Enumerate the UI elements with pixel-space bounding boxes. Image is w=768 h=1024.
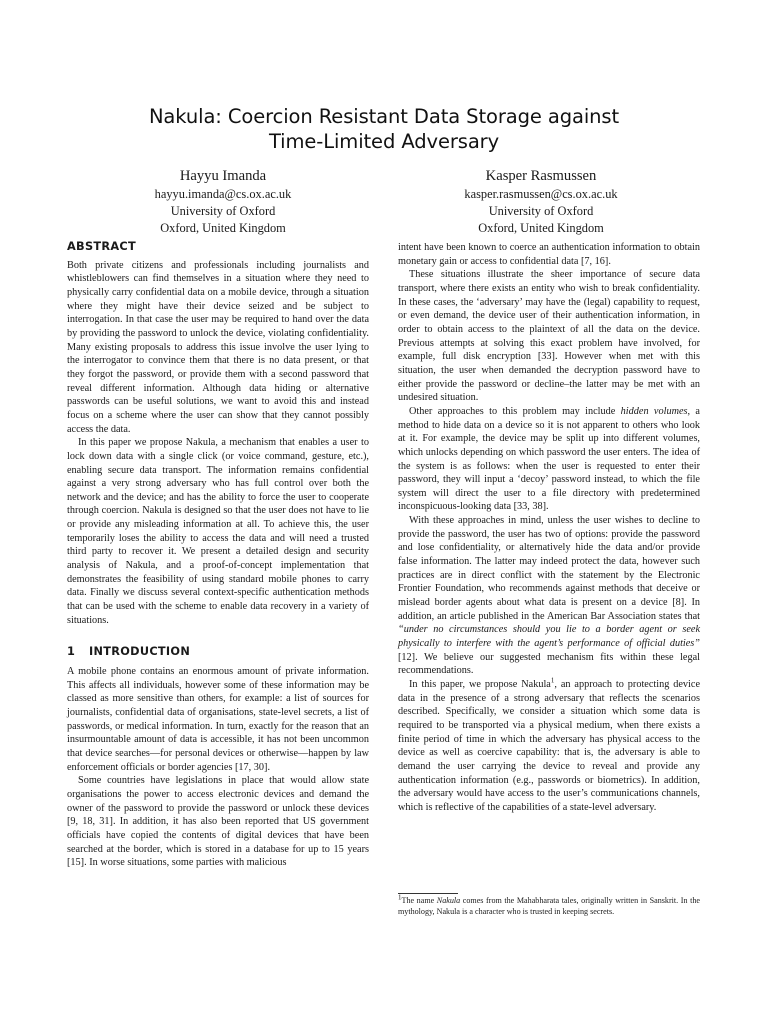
abstract-paragraph-1: Both private citizens and professionals including journalists and whistleblowers can find themselves in a situation where they need to physically carry confidential data on a mobile device, through a situation where they might have their device seized and be subject to interrogation. In that case the user may be required to hand over the data by providing the password to unlock the device, violating confidentiality. Many existing proposals to address this issue involve the user lying to the interrogator to convince them that there is no data present, or that they forgot the password, or provide them with a second password that reveal different information. Although data hiding or alternative passwords can be useful solutions, we want to avoid this and instead focus on a scheme where the user can show that they cannot possibly access the data. — [67, 259, 369, 435]
title-line-2: Time-Limited Adversary — [268, 130, 500, 153]
author-email: hayyu.imanda@cs.ox.ac.uk — [154, 187, 292, 201]
footnote-mark: 1 — [398, 893, 402, 902]
section-number: 1 — [67, 645, 76, 659]
intro-paragraph-2-continued: intent have been known to coerce an authentication information to obtain monetary gain or access to confidential data [7, 16]. — [398, 242, 700, 267]
title-line-1: Nakula: Coercion Resistant Data Storage against — [148, 105, 620, 128]
intro-paragraph-2: Some countries have legislations in place that would allow state organisations the power to access electronic devices and demand the owner of the password to provide the password or unlock these devices [9, 18, 31]. In addition, it has also been reported that US government officials have copied the contents of digital devices that have been searched at the border, which is stored in a database for up to 15 years [15]. In worse situations, some parties with malicious — [67, 775, 369, 869]
author-location: Oxford, United Kingdom — [478, 221, 604, 235]
intro-paragraph-6 — [398, 678, 700, 815]
author-affiliation: University of Oxford — [170, 204, 276, 218]
emphasis-nakula: Nakula — [436, 896, 461, 905]
intro-paragraph-4 — [398, 405, 700, 514]
author-block-2 — [411, 166, 671, 237]
text-run: [12]. We believe our suggested mechanism fits within these legal recommendations. — [398, 651, 700, 677]
text-run: The name — [401, 896, 437, 905]
author-affiliation: University of Oxford — [488, 204, 594, 218]
emphasis-quote: “under no circumstances should you lie to a border agent or seek physically to interfere with the agent’s performance of official duties” — [398, 624, 700, 650]
text-run: Other approaches to this problem may include — [409, 405, 621, 417]
left-column — [67, 240, 369, 870]
text-run: In this paper, we propose Nakula — [409, 679, 551, 690]
intro-paragraph-1: A mobile phone contains an enormous amount of private information. This affects all individuals, however some of these information may be classed as more sensitive than others, for example: a list of sources for journalists, confidential data of organisations, state-level secrets, a list of passwords, or medical information. In turn, exactly for the reason that an insurmountable amount of data is accessible, it has not been uncommon that device searches—for personal devices or otherwise—happen by law enforcement officials or border agencies [17, 30]. — [67, 666, 369, 773]
footnote-marker: 1 — [550, 676, 555, 685]
footnote — [398, 893, 700, 917]
section-title: INTRODUCTION — [89, 645, 191, 659]
abstract-paragraph-2: In this paper we propose Nakula, a mechanism that enables a user to lock down data with a single click (or voice command, gesture, etc.), enabling secure data transport. The information remains confidential against a very strong adversary who has full control over both the network and the device; and has the ability to force the user to cooperate through coercion. Nakula is designed so that the user does not have to lie or provide any misleading information at all. To achieve this, the user temporarily loses the ability to access the data and will need a trusted third party to recover it. We present a detailed design and security analysis of Nakula, and a proof-of-concept implementation that demonstrates the feasibility of using standard mobile phones to carry data. Finally we discuss several context-specific authentication methods that can be used with the scheme to enable data recovery in a variety of situations. — [67, 437, 369, 626]
text-run: With these approaches in mind, unless the user wishes to decline to provide the password, the user has two of options: provide the password and lose confidentiality, or alternatively hide the data and/or provide false information. The latter may indeed protect the data, however such practices are in direct conflict with the statement by the Electronic Frontier Foundation, who recommends against methods that deceive or mislead border agents about what data is present on a device [8]. In addition, an article published in the American Bar Association states that — [398, 515, 700, 622]
text-run: comes from the Mahabharata tales, originally written in Sanskrit. In the mythology, Nakula is a character who is trusted in keeping secrets. — [398, 896, 700, 917]
text-run: , an approach to protecting device data in the presence of a strong adversary that reflects the scenarios described. Specifically, we consider a situation which some data is required to be transported via a physical medium, when there exists a finite period of time in which the adversary has physical access to the device as well as coercive capability: that is, the adversary is able to demand the user carrying the device to reveal and provide any authentication information (e.g., passwords or biometrics). In addition, the adversary would have access to the user’s communications channels, which is reflective of the capabilities of a state-level adversary. — [398, 679, 700, 813]
author-email: kasper.rasmussen@cs.ox.ac.uk — [464, 187, 618, 201]
author-name: Kasper Rasmussen — [485, 168, 597, 184]
paper-title — [0, 104, 768, 154]
intro-paragraph-3: These situations illustrate the sheer importance of secure data transport, where there exists an entity who wish to break confidentiality. In these cases, the ‘adversary’ may have the (legal) capability to request, or even demand, the device user of their authentication information, in order to obtain access to the plaintext of all the data on the device. Previous attempts at solving this exact problem have involved, for example, full disk encryption [33]. However when met with this situation, the user when demanded the decryption password have to either provide the password or decline–the latter may be met with an undesired situation. — [398, 269, 700, 404]
right-column — [398, 241, 700, 815]
footnote-text — [398, 895, 700, 917]
author-block-1 — [93, 166, 353, 237]
section-heading-introduction — [67, 645, 369, 659]
footnote-rule — [398, 893, 458, 894]
intro-paragraph-5 — [398, 514, 700, 678]
author-location: Oxford, United Kingdom — [160, 221, 286, 235]
abstract-heading: ABSTRACT — [67, 240, 137, 253]
author-name: Hayyu Imanda — [179, 168, 267, 184]
emphasis-hidden-volumes: hidden volumes — [620, 405, 688, 417]
text-run: , a method to hide data on a device so it is not apparent to others who look at it. For example, the device may be split up into different volumes, which unlocks depending on which password the user enters. The idea of the system is as follows: when the user is requested to enter their password, they will input a ‘decoy’ password instead, to which the file system will direct the user to a file directory with predetermined inconspicuous-looking data [33, 38]. — [398, 405, 700, 513]
